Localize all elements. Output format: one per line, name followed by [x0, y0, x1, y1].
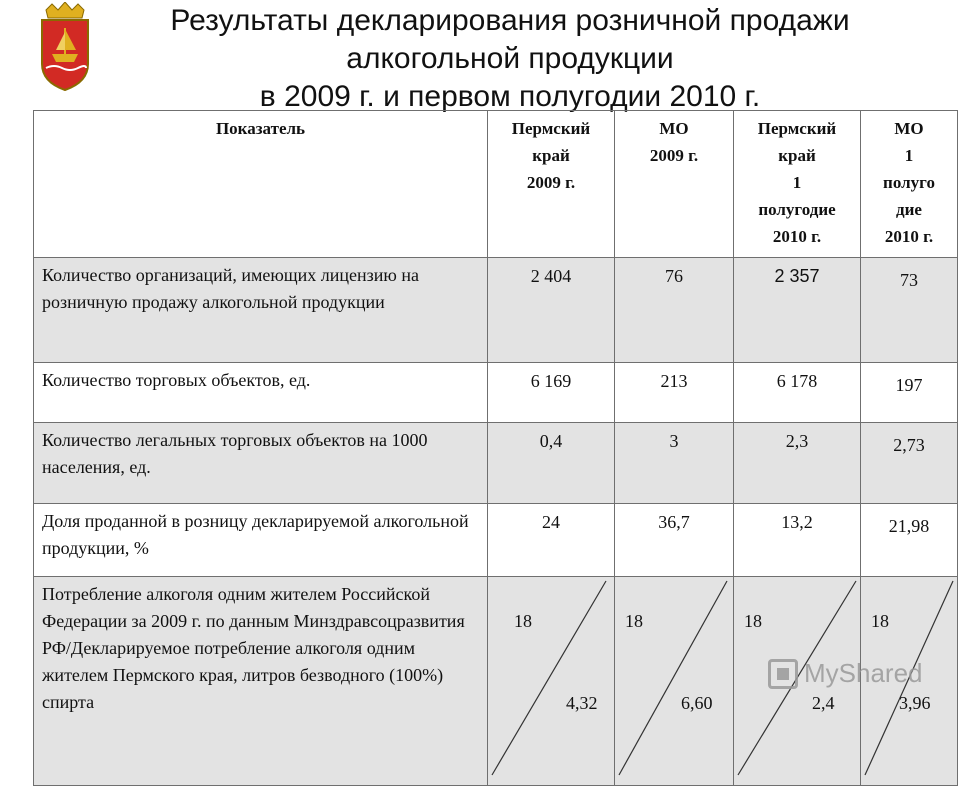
split-cell	[615, 577, 734, 786]
cell-value: 73	[861, 258, 958, 363]
header-line: МО	[894, 119, 924, 138]
watermark-text: MyShared	[804, 658, 923, 688]
header-indicator: Показатель	[34, 111, 488, 258]
split-top-value: 18	[871, 611, 889, 631]
row-label: Потребление алкоголя одним жителем Российской Федерации за 2009 г. по данным Минздравсоцразвития РФ/Декларируемое потребление алкоголя одним жителем Пермского края, литров безводного (100%) спирта	[34, 577, 488, 786]
split-bottom-value: 2,4	[812, 693, 835, 713]
title-line-1: Результаты декларирования розничной продажи	[170, 4, 850, 37]
header-line: Пермский	[511, 119, 591, 138]
split-top-value: 18	[514, 611, 532, 631]
header-line: МО	[659, 119, 689, 138]
cell-value: 0,4	[488, 423, 615, 504]
table-row	[34, 258, 958, 363]
title-line-3: в 2009 г. и первом полугодии 2010 г.	[259, 80, 761, 113]
cell-value: 13,2	[734, 504, 861, 577]
header-perm-h1-2010	[734, 111, 861, 258]
diagonal-divider	[615, 577, 734, 777]
split-bottom-value: 6,60	[681, 693, 713, 713]
header-line: 2010 г.	[884, 227, 934, 246]
row-label: Количество организаций, имеющих лицензию на розничную продажу алкогольной продукции	[34, 258, 488, 363]
cell-value: 2,73	[861, 423, 958, 504]
watermark	[768, 658, 923, 689]
split-top-value: 18	[625, 611, 643, 631]
row-label: Количество торговых объектов, ед.	[34, 363, 488, 423]
table-row	[34, 423, 958, 504]
header-perm-2009	[488, 111, 615, 258]
split-cell	[488, 577, 615, 786]
header-mo-2009	[615, 111, 734, 258]
header-line: 1	[792, 173, 802, 192]
header-line: край	[532, 146, 570, 165]
cell-value: 197	[861, 363, 958, 423]
slide-title	[120, 2, 900, 116]
header-line: дие	[896, 200, 922, 219]
split-top-value: 18	[744, 611, 762, 631]
table-row	[34, 363, 958, 423]
header-line: 2009 г.	[526, 173, 576, 192]
row-label: Доля проданной в розницу декларируемой алкогольной продукции, %	[34, 504, 488, 577]
cell-value: 213	[615, 363, 734, 423]
table-header-row	[34, 111, 958, 258]
header-line: 2010 г.	[772, 227, 822, 246]
split-bottom-value: 4,32	[566, 693, 598, 713]
cell-value: 3	[615, 423, 734, 504]
cell-value: 21,98	[861, 504, 958, 577]
cell-value: 6 178	[734, 363, 861, 423]
cell-value: 36,7	[615, 504, 734, 577]
header-line: край	[778, 146, 816, 165]
header-mo-h1-2010	[861, 111, 958, 258]
cell-value: 24	[488, 504, 615, 577]
header-line: Пермский	[757, 119, 837, 138]
row-label: Количество легальных торговых объектов на 1000 населения, ед.	[34, 423, 488, 504]
title-line-2: алкогольной продукции	[346, 42, 674, 75]
cell-value: 2,3	[734, 423, 861, 504]
cell-value: 2 357	[734, 258, 861, 363]
cell-value: 2 404	[488, 258, 615, 363]
header-line: 1	[904, 146, 914, 165]
header-line: полуго	[883, 173, 935, 192]
header-line: 2009 г.	[649, 146, 699, 165]
cell-value: 76	[615, 258, 734, 363]
cell-value: 6 169	[488, 363, 615, 423]
coat-of-arms-logo	[38, 2, 92, 92]
presentation-icon	[768, 659, 798, 689]
split-bottom-value: 3,96	[899, 693, 931, 713]
diagonal-divider	[488, 577, 615, 777]
header-line: полугодие	[758, 200, 836, 219]
table-row	[34, 504, 958, 577]
